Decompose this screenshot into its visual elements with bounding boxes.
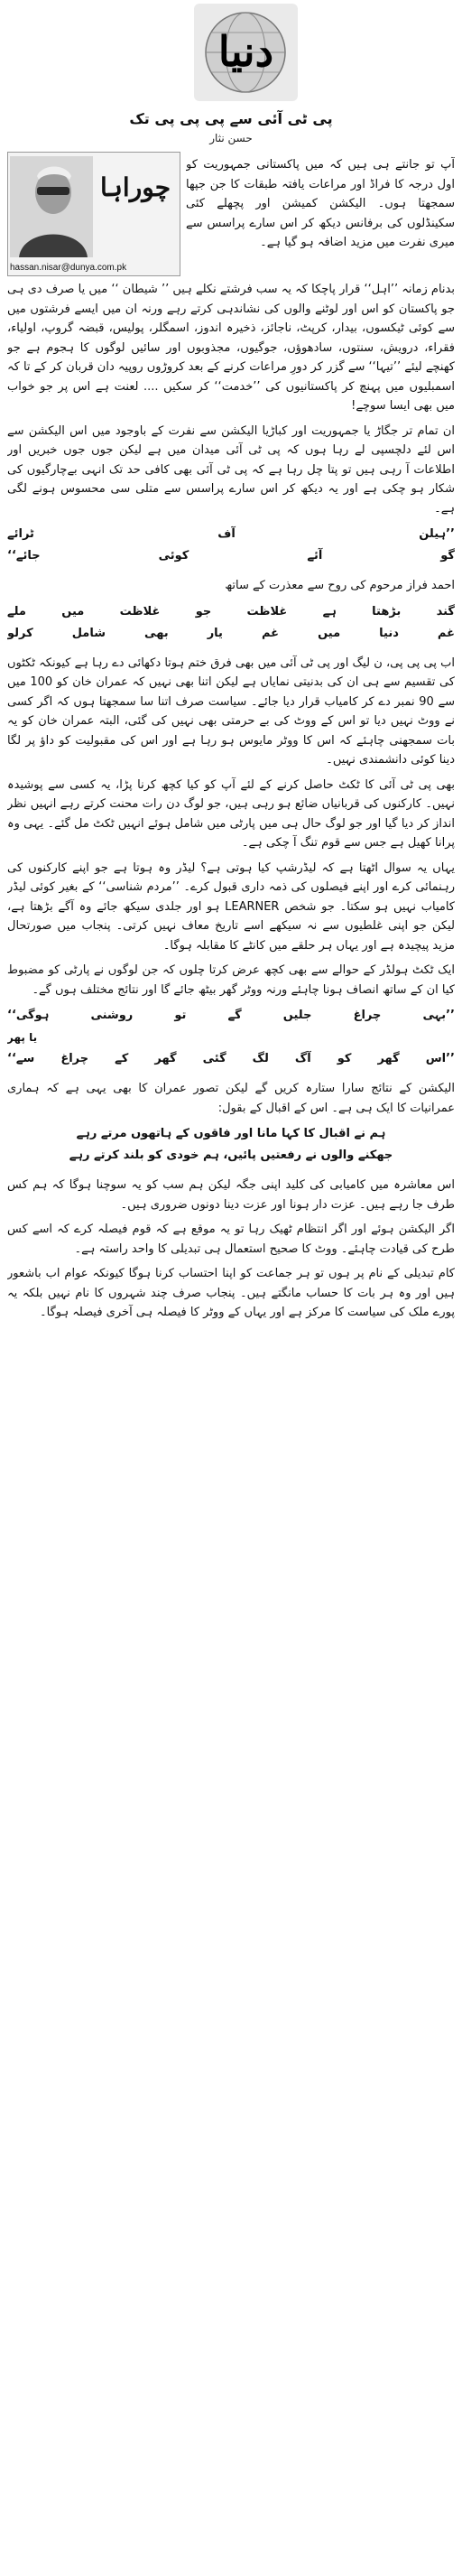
body-paragraph: الیکشن کے نتائج سارا ستارہ کریں گے لیکن تصور عمران کا بھی یہی ہے کہ ہماری عمرانیات کا ایک ہی ہے۔ اس کے اقبال کے بقول: — [7, 1082, 455, 1115]
body-paragraph: ایک ٹکٹ ہولڈر کے حوالے سے بھی کچھ عرض کرتا چلوں کہ جن لوگوں نے پارٹی کو مضبوط کیا ان کے ساتھ انصاف ہونا چاہئے ورنہ ووٹر گھر بیٹھ جائے گا اور نتائج مختلف ہوں گے۔ — [7, 963, 455, 997]
body-paragraph: یہاں یہ سوال اٹھتا ہے کہ لیڈرشپ کیا ہوتی ہے؟ لیڈر وہ ہوتا ہے جو اپنے کارکنوں کی رہنمائی کرے اور اپنے فیصلوں کی ذمہ داری قبول کرے۔ ’’مردم شناسی‘‘ کے بغیر کوئی لیڈر کامیاب نہیں ہو سکتا۔ جو شخص LEARNER ہو اور جلدی سیکھ جائے وہ آگے بڑھتا ہے، لیکن جو اپنی غلطیوں سے نہ سیکھے اسے تاریخ معاف نہیں کرتی۔ پنجاب میں صورتحال مزید پیچیدہ ہے اور یہاں ہر حلقے میں کانٹے کا مقابلہ ہوگا۔ — [7, 860, 455, 953]
column-badge — [7, 152, 180, 276]
verse-line: جھکنے والوں نے رفعتیں پائیں، ہم خودی کو بلند کرتے رہے — [69, 1149, 393, 1162]
dunya-logo — [194, 4, 298, 101]
author-email: hassan.nisar@dunya.com.pk — [10, 263, 127, 273]
body-paragraph: بدنام زمانہ ’’اہل‘‘ قرار پاچکا کہ یہ سب فرشتے نکلے ہیں ’’ شیطان ‘‘ میں یا صرف دی ہی جو پاکستان کو اس اور لوٹنے والوں کی نشاندہی کرتے رہے ورنہ ان میں ایسے فرشتوں میں سے کوئی ٹیکسوں، بیدار، کرپٹ، ناجائز، ذخیرہ اندوز، اسمگلر، پولیس، قبضہ گروپ، اولیاء، فقراء، درویش، سنتوں، سادھوؤں، جوگیوں، مجذوبوں اور سائیں لوگوں کا ہجوم ہے جو کھنچے لیئے ’’تیہا‘‘ سے گزر کر دورِ مراعات کرنے کے بعد کروڑوں روپیہ دان قربان کر کے تا کہ اسمبلیوں میں پہنچ کر پاکستانیوں کی ’’خدمت‘‘ کر سکیں .... لعنت ہے اس پر جو خواب میں بھی ایسا سوچے! — [7, 283, 455, 413]
verse-block — [7, 1123, 455, 1167]
intro-text — [186, 155, 455, 274]
body-paragraph: اگر الیکشن ہوئے اور اگر انتظام ٹھیک رہا تو یہ موقع ہے کہ قوم فیصلہ کرے کہ اسے کس طرح کی قیادت چاہئے۔ ووٹ کا صحیح استعمال ہی تبدیلی کا واحد راستہ ہے۔ — [7, 1223, 455, 1256]
body-paragraph: کام تبدیلی کے نام پر ہوں تو ہر جماعت کو اپنا احتساب کرنا ہوگا کیونکہ عوام اب باشعور ہیں اور وہ ہر بات کا حساب مانگتے ہیں۔ پنجاب صرف چند شہروں کا نام نہیں بلکہ یہ پورے ملک کی سیاست کا مرکز ہے اور یہاں کے ووٹر کا فیصلہ ہی آخری فیصلہ ہوگا۔ — [7, 1267, 455, 1319]
verse-aside: یا پھر — [7, 1031, 38, 1044]
body-paragraph: بھی پی ٹی آئی کا ٹکٹ حاصل کرنے کے لئے آپ کو کیا کچھ کرنا پڑا، یہ کسی سے پوشیدہ نہیں۔ کارکنوں کی قربانیاں ضائع ہو رہی ہیں، جو لوگ دن رات محنت کرتے رہے انہیں نظر انداز کر دیا گیا اور جو لوگ حال ہی میں پارٹی میں شامل ہوئے انہیں ٹکٹ مل گئے۔ یہی وہ پرانا کھیل ہے جس سے قوم تنگ آ چکی ہے۔ — [7, 777, 455, 850]
author-portrait — [10, 156, 93, 257]
masthead — [0, 0, 462, 108]
verse-line: ہم نے اقبال کا کہا مانا اور فاقوں کے ہاتھوں مرتے رہے — [76, 1127, 386, 1140]
body-paragraph: اب پی پی پی، ن لیگ اور پی ٹی آئی میں بھی فرق ختم ہوتا دکھائی دے رہا ہے کیونکہ ٹکٹوں کی تقسیم سے ہی ان کی بدنیتی نمایاں ہے لیکن اتنا بھی نہیں کہ عمران خان کو 100 میں سے 90 نمبر دے کر کامیاب قرار دیا جائے۔ سیاست صرف اتنا سا سمجھتا ہوں کہ اگر کسی نے ووٹ نہیں دیا تو اس کے ووٹ کی بے حرمتی بھی نہیں کی گئی، البتہ عمران خان کو یہ بات سمجھنی چاہئے کہ اس کا ووٹر مایوس ہو رہا ہے اور اس کی مقبولیت کو داؤ پر لگا دینا کوئی دانشمندی نہیں۔ — [7, 656, 455, 767]
verse-block — [7, 524, 455, 567]
logo-wordmark: دنیا — [217, 27, 274, 76]
verse-line: ’’بہی چراغ جلیں گے تو روشنی ہوگی‘‘ — [7, 1009, 455, 1022]
column-name: چوراہا — [99, 172, 171, 202]
article-body — [7, 280, 455, 2569]
author-byline: حسن نثار — [209, 132, 253, 144]
verse-line: گند بڑھتا ہے غلاظت جو غلاظت میں ملے — [7, 604, 455, 618]
intro-paragraph: آپ تو جانتے ہی ہیں کہ میں پاکستانی جمہوریت کو اول درجہ کا فراڈ اور مراعات یافتہ طبقات کا جن جپھا سمجھتا ہوں۔ الیکشن کمیشن اور پچھلے کئی سکینڈلوں کی برفانس دیکھ کر اس سارے پراسس سے میری نفرت میں مزید اضافہ ہو گیا ہے۔ — [186, 158, 455, 249]
verse-block — [7, 601, 455, 645]
verse-line: گو آئے کوئی جائے‘‘ — [7, 549, 455, 563]
verse-block — [7, 1005, 455, 1070]
body-paragraph: ان تمام تر جگاڑ یا جمہوریت اور کباڑیا الیکشن سے نفرت کے باوجود میں اس الیکشن سے اس لئے دلچسپی لے رہا ہوں کہ پی ٹی آئی میدان میں ہے لیکن جوں جوں خبریں اور اطلاعات آ رہی ہیں تو پتا چل رہا ہے کہ پی ٹی آئی بھی کافی حد تک انہی بےچارگیوں کی شکار ہو چکی ہے اور یہ دیکھ کر اس سارے پراسس سے متلی سی محسوس ہونے لگی ہے۔ — [7, 423, 455, 516]
author-photo-icon — [10, 156, 93, 257]
body-paragraph: اس معاشرہ میں کامیابی کی کلید اپنی جگہ لیکن ہم سب کو یہ سوچنا ہوگا کہ ہم کس طرف جا رہے ہیں۔ عزت دار ہونا اور عزت دینا دونوں ضروری ہیں۔ — [7, 1178, 455, 1212]
verse-line: ’’اس گھر کو آگ لگ گئی گھر کے چراغ سے‘‘ — [7, 1052, 455, 1065]
body-paragraph: احمد فراز مرحوم کی روح سے معذرت کے ساتھ — [225, 579, 455, 592]
verse-line: ’’ہیلن آف ٹرائے — [7, 527, 455, 541]
column-headline: پی ٹی آئی سے پی پی پی تک — [129, 110, 333, 127]
verse-line: غم دنیا میں غم یار بھی شامل کرلو — [7, 626, 455, 640]
